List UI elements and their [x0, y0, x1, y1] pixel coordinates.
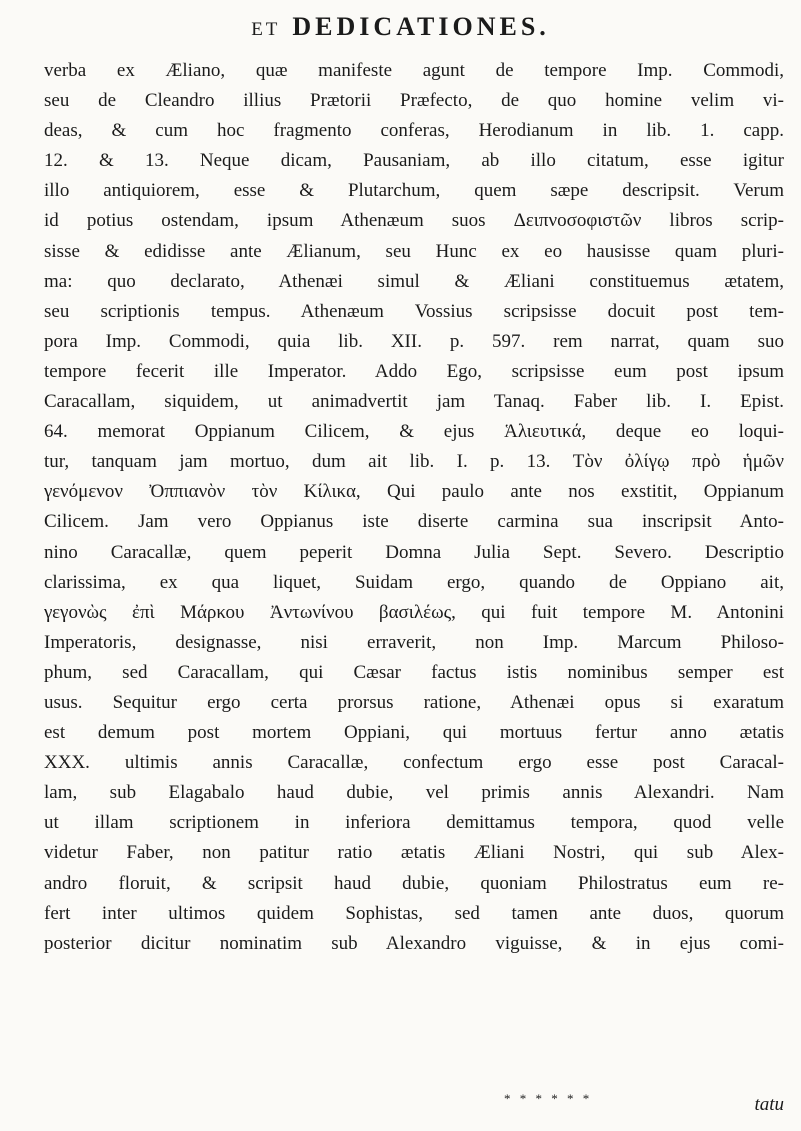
text-line: nino Caracallæ, quem peperit Domna Julia Sept. Severo. Descriptio: [44, 541, 784, 563]
text-line: γενόμενον Ὀππιανὸν τὸν Κίλικα, Qui paulo ante nos exstitit, Oppianum: [44, 481, 784, 503]
text-line: ma: quo declarato, Athenæi simul & Æliani constituemus ætatem,: [44, 270, 784, 292]
body-text: [44, 56, 784, 959]
text-line: 12. & 13. Neque dicam, Pausaniam, ab illo citatum, esse igitur: [44, 150, 784, 172]
page-footer: [44, 1088, 784, 1118]
signature-mark: * * * * * *: [504, 1091, 593, 1106]
header-prefix: ET: [251, 19, 281, 40]
text-line: deas, & cum hoc fragmento conferas, Herodianum in lib. 1. capp.: [44, 120, 784, 142]
text-line: verba ex Æliano, quæ manifeste agunt de tempore Imp. Commodi,: [44, 60, 784, 81]
text-line: clarissima, ex qua liquet, Suidam ergo, quando de Oppiano ait,: [44, 571, 784, 593]
text-line: fert inter ultimos quidem Sophistas, sed tamen ante duos, quorum: [44, 902, 784, 924]
header-title: DEDICATIONES.: [292, 12, 550, 41]
text-line: tur, tanquam jam mortuo, dum ait lib. I. p. 13. Τὸν ὀλίγῳ πρὸ ἡμῶν: [44, 451, 784, 473]
text-line: pora Imp. Commodi, quia lib. XII. p. 597. rem narrat, quam suo: [44, 330, 784, 352]
text-line: est demum post mortem Oppiani, qui mortuus fertur anno ætatis: [44, 722, 784, 744]
text-line: 64. memorat Oppianum Cilicem, & ejus Ἁλιευτικά, deque eo loqui-: [44, 421, 784, 443]
text-line: ut illam scriptionem in inferiora demittamus tempora, quod velle: [44, 812, 784, 834]
catchword: tatu: [754, 1094, 784, 1115]
text-line: XXX. ultimis annis Caracallæ, confectum ergo esse post Caracal-: [44, 752, 784, 774]
text-line: Cilicem. Jam vero Oppianus iste diserte carmina sua inscripsit Anto-: [44, 511, 784, 533]
text-line: γεγονὼς ἐπὶ Μάρκου Ἀντωνίνου βασιλέως, qui fuit tempore M. Antonini: [44, 601, 784, 623]
text-line: seu de Cleandro illius Prætorii Præfecto, de quo homine velim vi-: [44, 90, 784, 112]
text-line: posterior dicitur nominatim sub Alexandro viguisse, & in ejus comi-: [44, 932, 784, 954]
text-line: illo antiquiorem, esse & Plutarchum, quem sæpe descripsit. Verum: [44, 180, 784, 202]
text-line: tempore fecerit ille Imperator. Addo Ego, scripsisse eum post ipsum: [44, 360, 784, 382]
text-line: sisse & edidisse ante Ælianum, seu Hunc ex eo hausisse quam pluri-: [44, 240, 784, 262]
text-line: Caracallam, siquidem, ut animadvertit jam Tanaq. Faber lib. I. Epist.: [44, 391, 784, 413]
text-line: lam, sub Elagabalo haud dubie, vel primis annis Alexandri. Nam: [44, 782, 784, 804]
running-header: [0, 12, 801, 42]
text-line: usus. Sequitur ergo certa prorsus ratione, Athenæi opus si exaratum: [44, 691, 784, 713]
text-line: Imperatoris, designasse, nisi erraverit, non Imp. Marcum Philoso-: [44, 631, 784, 653]
text-line: seu scriptionis tempus. Athenæum Vossius scripsisse docuit post tem-: [44, 300, 784, 322]
text-line: id potius ostendam, ipsum Athenæum suos Δειπνοσοφιστῶν libros scrip-: [44, 210, 784, 232]
text-line: videtur Faber, non patitur ratio ætatis Æliani Nostri, qui sub Alex-: [44, 842, 784, 864]
text-line: andro floruit, & scripsit haud dubie, quoniam Philostratus eum re-: [44, 872, 784, 894]
text-line: phum, sed Caracallam, qui Cæsar factus istis nominibus semper est: [44, 661, 784, 683]
